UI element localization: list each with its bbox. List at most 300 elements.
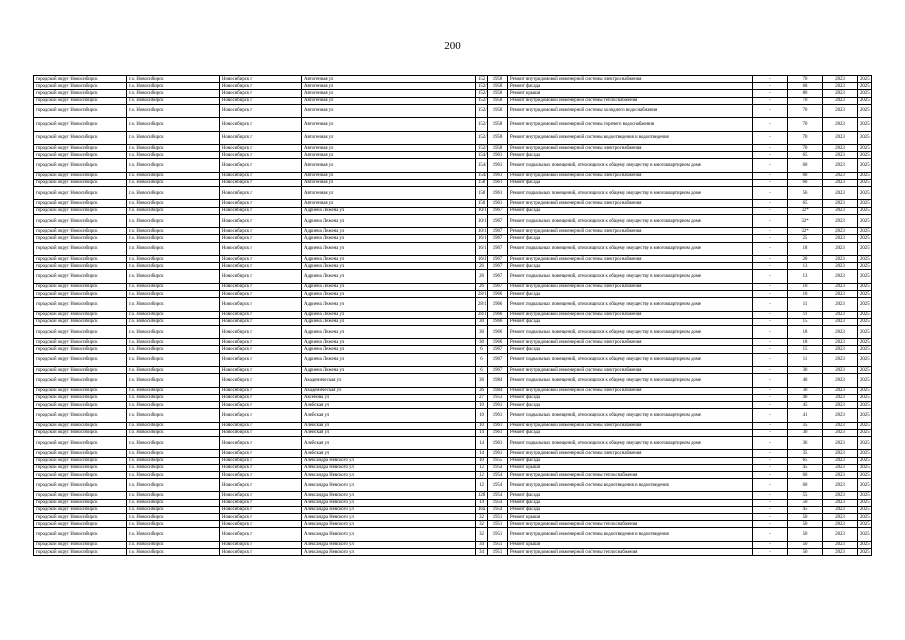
street-cell: Автогенная ул [302, 104, 476, 117]
street-cell: Алейская ул [302, 429, 476, 436]
table-row [34, 325, 872, 338]
table-row [34, 290, 872, 297]
marker-cell: - [753, 464, 788, 471]
municipality-cell: городской округ Новосибирск [34, 429, 127, 436]
street-cell: Адриена Лежена ул [302, 228, 476, 235]
start-year-cell: 2023 [823, 263, 858, 270]
start-year-cell: 2023 [823, 346, 858, 353]
district-cell: г.о. Новосибирск [127, 235, 220, 242]
city-cell: Новосибирск г [220, 131, 302, 144]
street-cell: Автогенная ул [302, 172, 476, 179]
house-cell: 32 [476, 528, 488, 541]
year-cell: 1967 [488, 263, 508, 270]
house-cell: 36 [476, 387, 488, 394]
end-year-cell: 2025 [858, 242, 872, 255]
table-row [34, 97, 872, 104]
house-cell: 12 [476, 471, 488, 478]
work-type-cell: Ремонт крыши [508, 90, 753, 97]
house-cell: 16/1 [476, 235, 488, 242]
value-cell: 18 [788, 339, 823, 346]
city-cell: Новосибирск г [220, 159, 302, 172]
municipality-cell: городской округ Новосибирск [34, 311, 127, 318]
end-year-cell: 2025 [858, 144, 872, 151]
end-year-cell: 2025 [858, 402, 872, 409]
city-cell: Новосибирск г [220, 436, 302, 449]
start-year-cell: 2023 [823, 207, 858, 214]
house-cell: 16/1 [476, 242, 488, 255]
year-cell: 1967 [488, 235, 508, 242]
municipality-cell: городской округ Новосибирск [34, 450, 127, 457]
house-cell: 34 [476, 549, 488, 556]
street-cell: Адриена Лежена ул [302, 353, 476, 366]
value-cell: 32* [788, 207, 823, 214]
street-cell: Адриена Лежена ул [302, 346, 476, 353]
work-type-cell: Ремонт фасада [508, 318, 753, 325]
municipality-cell: городской округ Новосибирск [34, 464, 127, 471]
end-year-cell: 2025 [858, 152, 872, 159]
district-cell: г.о. Новосибирск [127, 179, 220, 186]
house-cell: 152/1 [476, 131, 488, 144]
municipality-cell: городской округ Новосибирск [34, 422, 127, 429]
end-year-cell: 2025 [858, 528, 872, 541]
year-cell: 1954 [488, 492, 508, 499]
table-row [34, 298, 872, 311]
end-year-cell: 2025 [858, 90, 872, 97]
work-type-cell: Ремонт фасада [508, 179, 753, 186]
work-type-cell: Ремонт фасада [508, 263, 753, 270]
municipality-cell: городской округ Новосибирск [34, 200, 127, 207]
table-row [34, 464, 872, 471]
house-cell: 26 [476, 263, 488, 270]
house-cell: 152/1 [476, 104, 488, 117]
city-cell: Новосибирск г [220, 409, 302, 422]
municipality-cell: городской округ Новосибирск [34, 471, 127, 478]
municipality-cell: городской округ Новосибирск [34, 394, 127, 401]
city-cell: Новосибирск г [220, 514, 302, 521]
year-cell: 1958 [488, 76, 508, 83]
marker-cell: - [753, 270, 788, 283]
marker-cell: - [753, 521, 788, 528]
table-row [34, 179, 872, 186]
value-cell: 60 [788, 172, 823, 179]
end-year-cell: 2025 [858, 464, 872, 471]
year-cell: 1961 [488, 429, 508, 436]
start-year-cell: 2023 [823, 367, 858, 374]
district-cell: г.о. Новосибирск [127, 549, 220, 556]
city-cell: Новосибирск г [220, 422, 302, 429]
district-cell: г.о. Новосибирск [127, 131, 220, 144]
table-row [34, 283, 872, 290]
house-cell: 28/1 [476, 311, 488, 318]
district-cell: г.о. Новосибирск [127, 506, 220, 513]
municipality-cell: городской округ Новосибирск [34, 353, 127, 366]
year-cell: 1984 [488, 374, 508, 387]
district-cell: г.о. Новосибирск [127, 541, 220, 548]
city-cell: Новосибирск г [220, 492, 302, 499]
year-cell: 1951 [488, 521, 508, 528]
city-cell: Новосибирск г [220, 172, 302, 179]
start-year-cell: 2023 [823, 514, 858, 521]
marker-cell: - [753, 549, 788, 556]
start-year-cell: 2023 [823, 339, 858, 346]
marker-cell: - [753, 394, 788, 401]
value-cell: 32* [788, 214, 823, 227]
marker-cell: - [753, 506, 788, 513]
value-cell: 40 [788, 394, 823, 401]
marker-cell: - [753, 479, 788, 492]
street-cell: Александра Невского ул [302, 464, 476, 471]
end-year-cell: 2025 [858, 263, 872, 270]
value-cell: 45 [788, 402, 823, 409]
marker-cell: - [753, 353, 788, 366]
city-cell: Новосибирск г [220, 346, 302, 353]
municipality-cell: городской округ Новосибирск [34, 270, 127, 283]
house-cell: 158 [476, 187, 488, 200]
start-year-cell: 2023 [823, 325, 858, 338]
value-cell: 20 [788, 255, 823, 262]
city-cell: Новосибирск г [220, 187, 302, 200]
start-year-cell: 2023 [823, 402, 858, 409]
district-cell: г.о. Новосибирск [127, 97, 220, 104]
value-cell: 36 [788, 436, 823, 449]
year-cell: 1958 [488, 90, 508, 97]
end-year-cell: 2025 [858, 228, 872, 235]
table-row [34, 311, 872, 318]
street-cell: Автогенная ул [302, 131, 476, 144]
city-cell: Новосибирск г [220, 541, 302, 548]
municipality-cell: городской округ Новосибирск [34, 409, 127, 422]
value-cell: 10 [788, 290, 823, 297]
end-year-cell: 2025 [858, 179, 872, 186]
street-cell: Адриена Лежена ул [302, 207, 476, 214]
marker-cell: - [753, 200, 788, 207]
value-cell: 30 [788, 387, 823, 394]
work-type-cell: Ремонт внутридомовой инженерной системы электроснабжения [508, 255, 753, 262]
house-cell: 10 [476, 409, 488, 422]
end-year-cell: 2025 [858, 541, 872, 548]
start-year-cell: 2023 [823, 152, 858, 159]
work-type-cell: Ремонт внутридомовой инженерной системы электроснабжения [508, 311, 753, 318]
end-year-cell: 2025 [858, 97, 872, 104]
work-type-cell: Ремонт фасада [508, 394, 753, 401]
value-cell: 13 [788, 270, 823, 283]
end-year-cell: 2025 [858, 492, 872, 499]
municipality-cell: городской округ Новосибирск [34, 104, 127, 117]
end-year-cell: 2025 [858, 457, 872, 464]
end-year-cell: 2025 [858, 200, 872, 207]
work-type-cell: Ремонт фасада [508, 429, 753, 436]
house-cell: 16/1 [476, 255, 488, 262]
end-year-cell: 2025 [858, 318, 872, 325]
street-cell: Александра Невского ул [302, 471, 476, 478]
marker-cell: - [753, 471, 788, 478]
end-year-cell: 2025 [858, 214, 872, 227]
value-cell: 45 [788, 506, 823, 513]
start-year-cell: 2023 [823, 541, 858, 548]
work-type-cell: Ремонт фасада [508, 207, 753, 214]
street-cell: Адриена Лежена ул [302, 290, 476, 297]
city-cell: Новосибирск г [220, 298, 302, 311]
year-cell: 1955 [488, 457, 508, 464]
work-type-cell: Ремонт внутридомовой инженерной системы водоотведения и водоотведения [508, 131, 753, 144]
city-cell: Новосибирск г [220, 394, 302, 401]
start-year-cell: 2023 [823, 214, 858, 227]
start-year-cell: 2023 [823, 429, 858, 436]
end-year-cell: 2025 [858, 290, 872, 297]
city-cell: Новосибирск г [220, 152, 302, 159]
street-cell: Адриена Лежена ул [302, 311, 476, 318]
street-cell: Аксенова ул [302, 394, 476, 401]
start-year-cell: 2023 [823, 422, 858, 429]
start-year-cell: 2023 [823, 172, 858, 179]
district-cell: г.о. Новосибирск [127, 409, 220, 422]
start-year-cell: 2023 [823, 200, 858, 207]
table-row [34, 214, 872, 227]
district-cell: г.о. Новосибирск [127, 104, 220, 117]
work-type-cell: Ремонт внутридомовой инженерной системы электроснабжения [508, 76, 753, 83]
street-cell: Автогенная ул [302, 76, 476, 83]
house-cell: 6 [476, 346, 488, 353]
end-year-cell: 2025 [858, 83, 872, 90]
value-cell: 50 [788, 528, 823, 541]
end-year-cell: 2025 [858, 549, 872, 556]
marker-cell: - [753, 172, 788, 179]
table-row [34, 318, 872, 325]
house-cell: 10 [476, 402, 488, 409]
end-year-cell: 2025 [858, 521, 872, 528]
city-cell: Новосибирск г [220, 479, 302, 492]
district-cell: г.о. Новосибирск [127, 436, 220, 449]
year-cell: 1958 [488, 104, 508, 117]
street-cell: Александра Невского ул [302, 528, 476, 541]
street-cell: Александра Невского ул [302, 514, 476, 521]
street-cell: Адриена Лежена ул [302, 283, 476, 290]
house-cell: 14 [476, 429, 488, 436]
start-year-cell: 2023 [823, 76, 858, 83]
value-cell: 55 [788, 492, 823, 499]
marker-cell: - [753, 207, 788, 214]
municipality-cell: городской округ Новосибирск [34, 118, 127, 131]
table-row [34, 436, 872, 449]
end-year-cell: 2025 [858, 270, 872, 283]
year-cell: 1967 [488, 228, 508, 235]
district-cell: г.о. Новосибирск [127, 325, 220, 338]
work-type-cell: Ремонт внутридомовой инженерной системы водоотведения и водоотведения [508, 528, 753, 541]
end-year-cell: 2025 [858, 339, 872, 346]
work-type-cell: Ремонт подвальных помещений, относящихся к общему имуществу в многоквартирном доме [508, 353, 753, 366]
marker-cell: - [753, 367, 788, 374]
marker-cell: - [753, 402, 788, 409]
street-cell: Алейская ул [302, 422, 476, 429]
start-year-cell: 2023 [823, 464, 858, 471]
marker-cell: - [753, 457, 788, 464]
table-row [34, 200, 872, 207]
municipality-cell: городской округ Новосибирск [34, 214, 127, 227]
city-cell: Новосибирск г [220, 464, 302, 471]
street-cell: Академическая ул [302, 374, 476, 387]
city-cell: Новосибирск г [220, 387, 302, 394]
marker-cell: - [753, 159, 788, 172]
start-year-cell: 2023 [823, 283, 858, 290]
marker-cell: - [753, 187, 788, 200]
municipality-cell: городской округ Новосибирск [34, 457, 127, 464]
value-cell: 50 [788, 549, 823, 556]
work-type-cell: Ремонт подвальных помещений, относящихся к общему имуществу в многоквартирном доме [508, 270, 753, 283]
page-number: 200 [444, 40, 461, 52]
year-cell: 1966 [488, 339, 508, 346]
value-cell: 70 [788, 144, 823, 151]
end-year-cell: 2025 [858, 76, 872, 83]
table-body [34, 76, 872, 556]
value-cell: 32* [788, 228, 823, 235]
work-type-cell: Ремонт внутридомовой инженерной системы электроснабжения [508, 172, 753, 179]
house-cell: 14 [476, 450, 488, 457]
house-cell: 154/1 [476, 172, 488, 179]
house-cell: 10 [476, 457, 488, 464]
district-cell: г.о. Новосибирск [127, 242, 220, 255]
table-row [34, 514, 872, 521]
municipality-cell: городской округ Новосибирск [34, 90, 127, 97]
table-row [34, 394, 872, 401]
municipality-cell: городской округ Новосибирск [34, 159, 127, 172]
street-cell: Алейская ул [302, 450, 476, 457]
start-year-cell: 2023 [823, 549, 858, 556]
municipality-cell: городской округ Новосибирск [34, 263, 127, 270]
municipality-cell: городской округ Новосибирск [34, 283, 127, 290]
table-row [34, 457, 872, 464]
work-type-cell: Ремонт подвальных помещений, относящихся к общему имуществу в многоквартирном доме [508, 436, 753, 449]
work-type-cell: Ремонт фасада [508, 346, 753, 353]
marker-cell: - [753, 541, 788, 548]
municipality-cell: городской округ Новосибирск [34, 172, 127, 179]
value-cell: 60 [788, 479, 823, 492]
municipality-cell: городской округ Новосибирск [34, 179, 127, 186]
house-cell: 30 [476, 325, 488, 338]
start-year-cell: 2023 [823, 90, 858, 97]
city-cell: Новосибирск г [220, 506, 302, 513]
street-cell: Автогенная ул [302, 200, 476, 207]
district-cell: г.о. Новосибирск [127, 353, 220, 366]
end-year-cell: 2025 [858, 298, 872, 311]
district-cell: г.о. Новосибирск [127, 492, 220, 499]
year-cell: 1961 [488, 409, 508, 422]
city-cell: Новосибирск г [220, 367, 302, 374]
start-year-cell: 2023 [823, 104, 858, 117]
house-cell: 10/1 [476, 228, 488, 235]
street-cell: Адриена Лежена ул [302, 298, 476, 311]
year-cell: 1951 [488, 528, 508, 541]
marker-cell: - [753, 325, 788, 338]
table-row [34, 235, 872, 242]
city-cell: Новосибирск г [220, 374, 302, 387]
municipality-cell: городской округ Новосибирск [34, 144, 127, 151]
work-type-cell: Ремонт внутридомовой инженерной системы теплоснабжения [508, 97, 753, 104]
district-cell: г.о. Новосибирск [127, 228, 220, 235]
work-type-cell: Ремонт фасада [508, 499, 753, 506]
district-cell: г.о. Новосибирск [127, 298, 220, 311]
district-cell: г.о. Новосибирск [127, 528, 220, 541]
work-type-cell: Ремонт внутридомовой инженерной системы холодного водоснабжения [508, 104, 753, 117]
marker-cell: - [753, 255, 788, 262]
district-cell: г.о. Новосибирск [127, 429, 220, 436]
street-cell: Алейская ул [302, 436, 476, 449]
district-cell: г.о. Новосибирск [127, 144, 220, 151]
end-year-cell: 2025 [858, 450, 872, 457]
house-cell: 28/1 [476, 290, 488, 297]
value-cell: 18 [788, 325, 823, 338]
year-cell: 1967 [488, 214, 508, 227]
street-cell: Адриена Лежена ул [302, 242, 476, 255]
end-year-cell: 2025 [858, 311, 872, 318]
year-cell: 1958 [488, 97, 508, 104]
table-row [34, 172, 872, 179]
start-year-cell: 2023 [823, 374, 858, 387]
start-year-cell: 2023 [823, 255, 858, 262]
end-year-cell: 2025 [858, 353, 872, 366]
value-cell: 25 [788, 235, 823, 242]
table-row [34, 471, 872, 478]
work-type-cell: Ремонт внутридомовой инженерной системы электроснабжения [508, 339, 753, 346]
house-cell: 152 [476, 76, 488, 83]
year-cell: 1961 [488, 152, 508, 159]
municipality-cell: городской округ Новосибирск [34, 318, 127, 325]
street-cell: Алейская ул [302, 409, 476, 422]
start-year-cell: 2023 [823, 318, 858, 325]
table-row [34, 159, 872, 172]
street-cell: Автогенная ул [302, 90, 476, 97]
district-cell: г.о. Новосибирск [127, 311, 220, 318]
marker-cell: - [753, 263, 788, 270]
work-type-cell: Ремонт внутридомовой инженерной системы электроснабжения [508, 200, 753, 207]
start-year-cell: 2023 [823, 436, 858, 449]
city-cell: Новосибирск г [220, 144, 302, 151]
start-year-cell: 2023 [823, 83, 858, 90]
table-row [34, 152, 872, 159]
street-cell: Александра Невского ул [302, 541, 476, 548]
house-cell: 12б [476, 492, 488, 499]
end-year-cell: 2025 [858, 283, 872, 290]
street-cell: Адриена Лежена ул [302, 270, 476, 283]
year-cell: 1951 [488, 514, 508, 521]
value-cell: 11 [788, 353, 823, 366]
end-year-cell: 2025 [858, 187, 872, 200]
house-cell: 26 [476, 270, 488, 283]
city-cell: Новосибирск г [220, 83, 302, 90]
house-cell: 10 [476, 422, 488, 429]
district-cell: г.о. Новосибирск [127, 200, 220, 207]
start-year-cell: 2023 [823, 506, 858, 513]
end-year-cell: 2025 [858, 104, 872, 117]
year-cell: 1958 [488, 144, 508, 151]
end-year-cell: 2025 [858, 346, 872, 353]
house-cell: 12 [476, 479, 488, 492]
year-cell: 1961 [488, 436, 508, 449]
house-cell: 152/1 [476, 83, 488, 90]
work-type-cell: Ремонт фасада [508, 506, 753, 513]
work-type-cell: Ремонт фасада [508, 492, 753, 499]
city-cell: Новосибирск г [220, 270, 302, 283]
city-cell: Новосибирск г [220, 235, 302, 242]
value-cell: 50 [788, 499, 823, 506]
city-cell: Новосибирск г [220, 521, 302, 528]
end-year-cell: 2025 [858, 255, 872, 262]
municipality-cell: городской округ Новосибирск [34, 298, 127, 311]
start-year-cell: 2023 [823, 521, 858, 528]
district-cell: г.о. Новосибирск [127, 187, 220, 200]
start-year-cell: 2023 [823, 471, 858, 478]
marker-cell: - [753, 76, 788, 83]
work-type-cell: Ремонт внутридомовой инженерной системы теплоснабжения [508, 521, 753, 528]
